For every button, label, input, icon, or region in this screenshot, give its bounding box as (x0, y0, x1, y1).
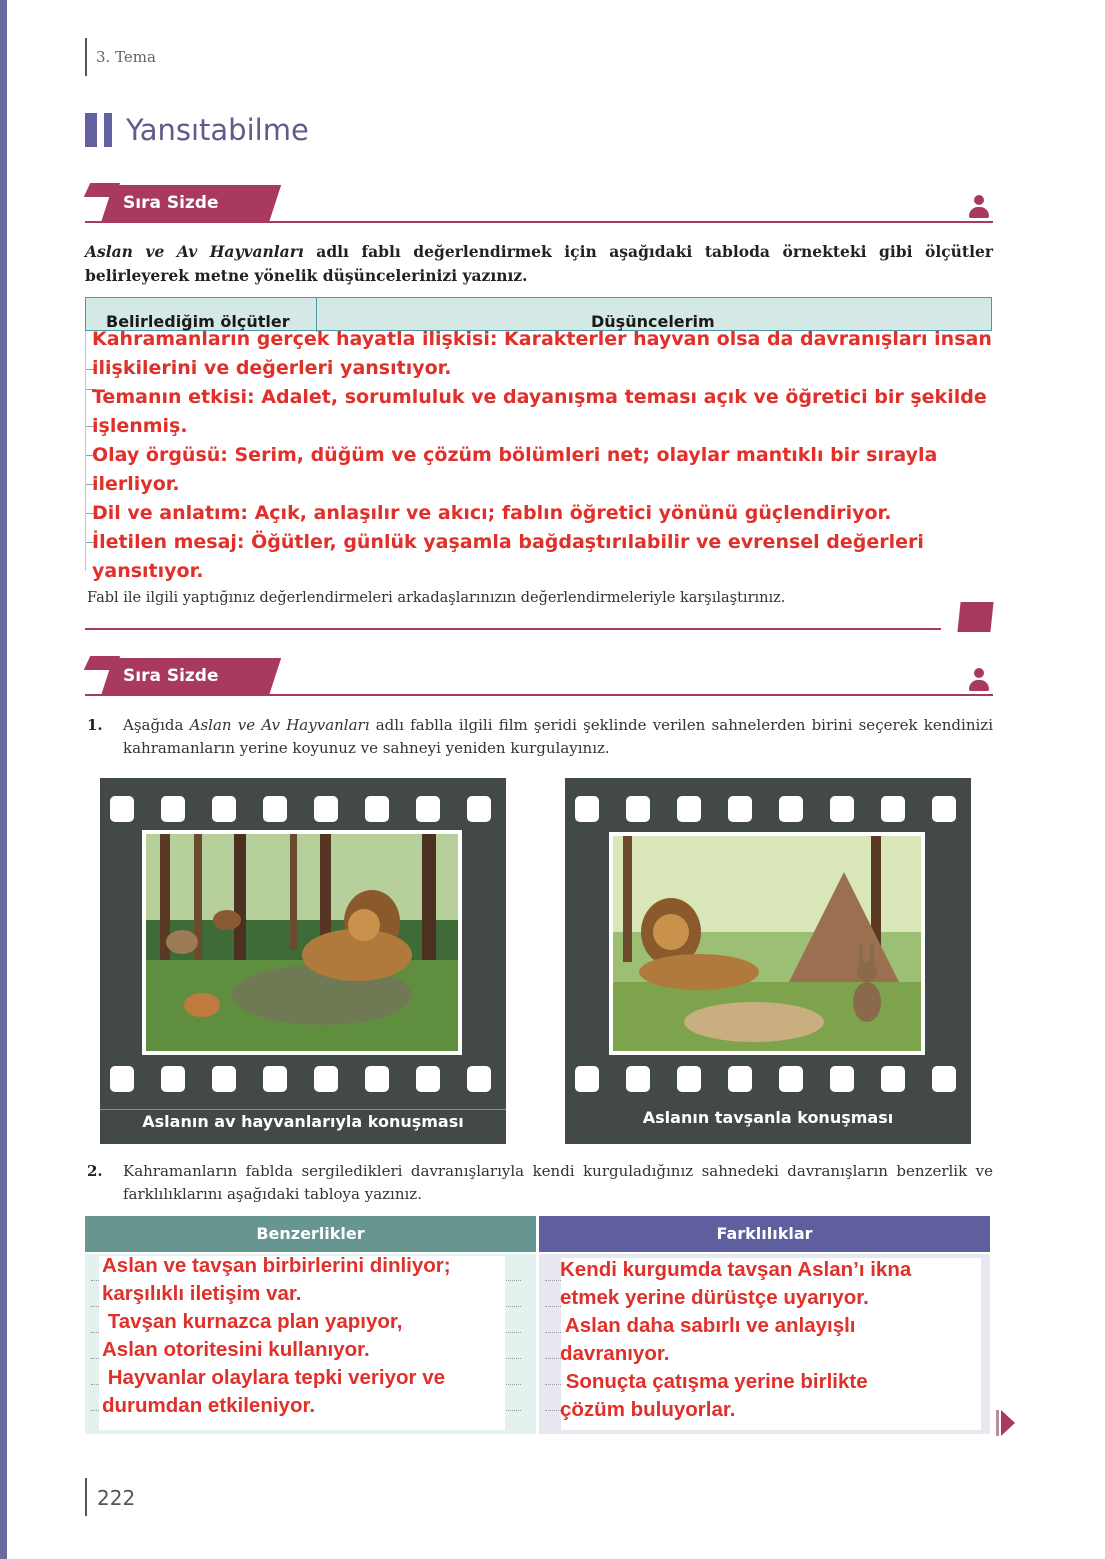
differences-header: Farklılıklar (539, 1216, 990, 1252)
page-number-divider (85, 1478, 87, 1516)
answer-line: Dil ve anlatım: Açık, anlaşılır ve akıcı; fablın öğretici yönünü güçlendiriyor. (92, 502, 892, 524)
lion-rabbit-illustration (609, 832, 925, 1055)
criteria-answers (92, 325, 992, 586)
answer-line: yansıtıyor. (92, 560, 204, 582)
activity-rule (85, 694, 993, 696)
activity-tab-label: Sıra Sizde (123, 193, 219, 213)
similarities-cell (85, 1254, 536, 1434)
forest-lion-illustration (142, 830, 462, 1055)
activity-tab-header (85, 183, 993, 225)
differences-answer: Kendi kurgumda tavşan Aslan’ı ikna etmek yerine dürüstçe uyarıyor. Aslan daha sabırlı ve anlayışlı davranıyor. Sonuçta çatışma yerine birlikte çözüm buluyorlar. (560, 1258, 912, 1421)
film-caption: Aslanın tavşanla konuşması (642, 1108, 894, 1127)
criteria-column-header: Belirlediğim ölçütler (106, 312, 290, 331)
activity-tab-label: Sıra Sizde (123, 666, 219, 686)
fable-title: Aslan ve Av Hayvanları (189, 716, 370, 734)
answer-line: işlenmiş. (92, 415, 188, 437)
section-title-marker (104, 113, 112, 147)
answer-line: ilişkilerini ve değerleri yansıtıyor. (92, 357, 452, 379)
question-1 (87, 714, 993, 760)
activity-rule (85, 221, 993, 223)
answer-line: Temanın etkisi: Adalet, sorumluluk ve dayanışma teması açık ve öğretici bir şekilde (92, 386, 987, 408)
answer-line: Kahramanların gerçek hayatla ilişkisi: Karakterler hayvan olsa da davranışları insan (92, 328, 992, 350)
answer-line: ilerliyor. (92, 473, 180, 495)
compare-marker (957, 602, 993, 632)
similarities-answer: Aslan ve tavşan birbirlerini dinliyor; karşılıklı iletişim var. Tavşan kurnazca plan yapıyor, Aslan otoritesini kullanıyor. Hayvanlar olaylara tepki veriyor ve durumdan etkileniyor. (102, 1254, 451, 1417)
question-text: Aşağıda Aslan ve Av Hayvanları adlı fablla ilgili film şeridi şeklinde verilen sahnelerden birini seçerek kendinizi kahramanların yerine koyunuz ve sahneyi yeniden kurgulayınız. (123, 716, 993, 757)
person-icon (968, 195, 990, 219)
question-number: 2. (87, 1162, 103, 1180)
page-number: 222 (97, 1486, 136, 1510)
similarities-header: Benzerlikler (85, 1216, 536, 1252)
lion-rabbit-illustration (609, 832, 925, 1055)
theme-divider (85, 38, 87, 76)
compare-instruction: Fabl ile ilgili yaptığınız değerlendirmeleri arkadaşlarınızın değerlendirmeleriyle karşılaştırınız. (87, 590, 786, 606)
forest-lion-illustration (142, 830, 462, 1055)
thoughts-column-header: Düşüncelerim (591, 312, 715, 331)
question-number: 1. (87, 716, 103, 734)
film-strip-lion-and-rabbit (565, 778, 971, 1144)
differences-cell (539, 1254, 990, 1434)
answer-line: Olay örgüsü: Serim, düğüm ve çözüm bölümleri net; olaylar mantıklı bir sırayla (92, 444, 938, 466)
section-title: Yansıtabilme (126, 113, 309, 147)
next-page-bar (996, 1410, 999, 1436)
compare-rule (85, 628, 941, 630)
person-icon (968, 668, 990, 692)
activity-instruction (85, 240, 993, 288)
next-page-arrow-icon (1001, 1410, 1015, 1436)
question-text: Kahramanların fablda sergiledikleri davranışlarıyla kendi kurguladığınız sahnedeki davranışların benzerlik ve farklılıklarını aşağıdaki tabloya yazınız. (123, 1162, 993, 1203)
film-strip-lion-and-animals (100, 778, 506, 1144)
page-edge-bar (0, 0, 7, 1559)
question-2 (87, 1160, 993, 1206)
activity-tab-header (85, 656, 993, 698)
answer-line: İletilen mesaj: Öğütler, günlük yaşamla bağdaştırılabilir ve evrensel değerleri (92, 531, 924, 553)
section-title-marker (85, 113, 97, 147)
film-caption: Aslanın av hayvanlarıyla konuşması (142, 1112, 464, 1131)
theme-label: 3. Tema (96, 48, 156, 66)
fable-title: Aslan ve Av Hayvanları (85, 242, 304, 261)
instruction-text: adlı fablı değerlendirmek için aşağıdaki tabloda örnekteki gibi ölçütler belirleyerek metne yönelik düşüncelerinizi yazınız. (85, 242, 993, 285)
